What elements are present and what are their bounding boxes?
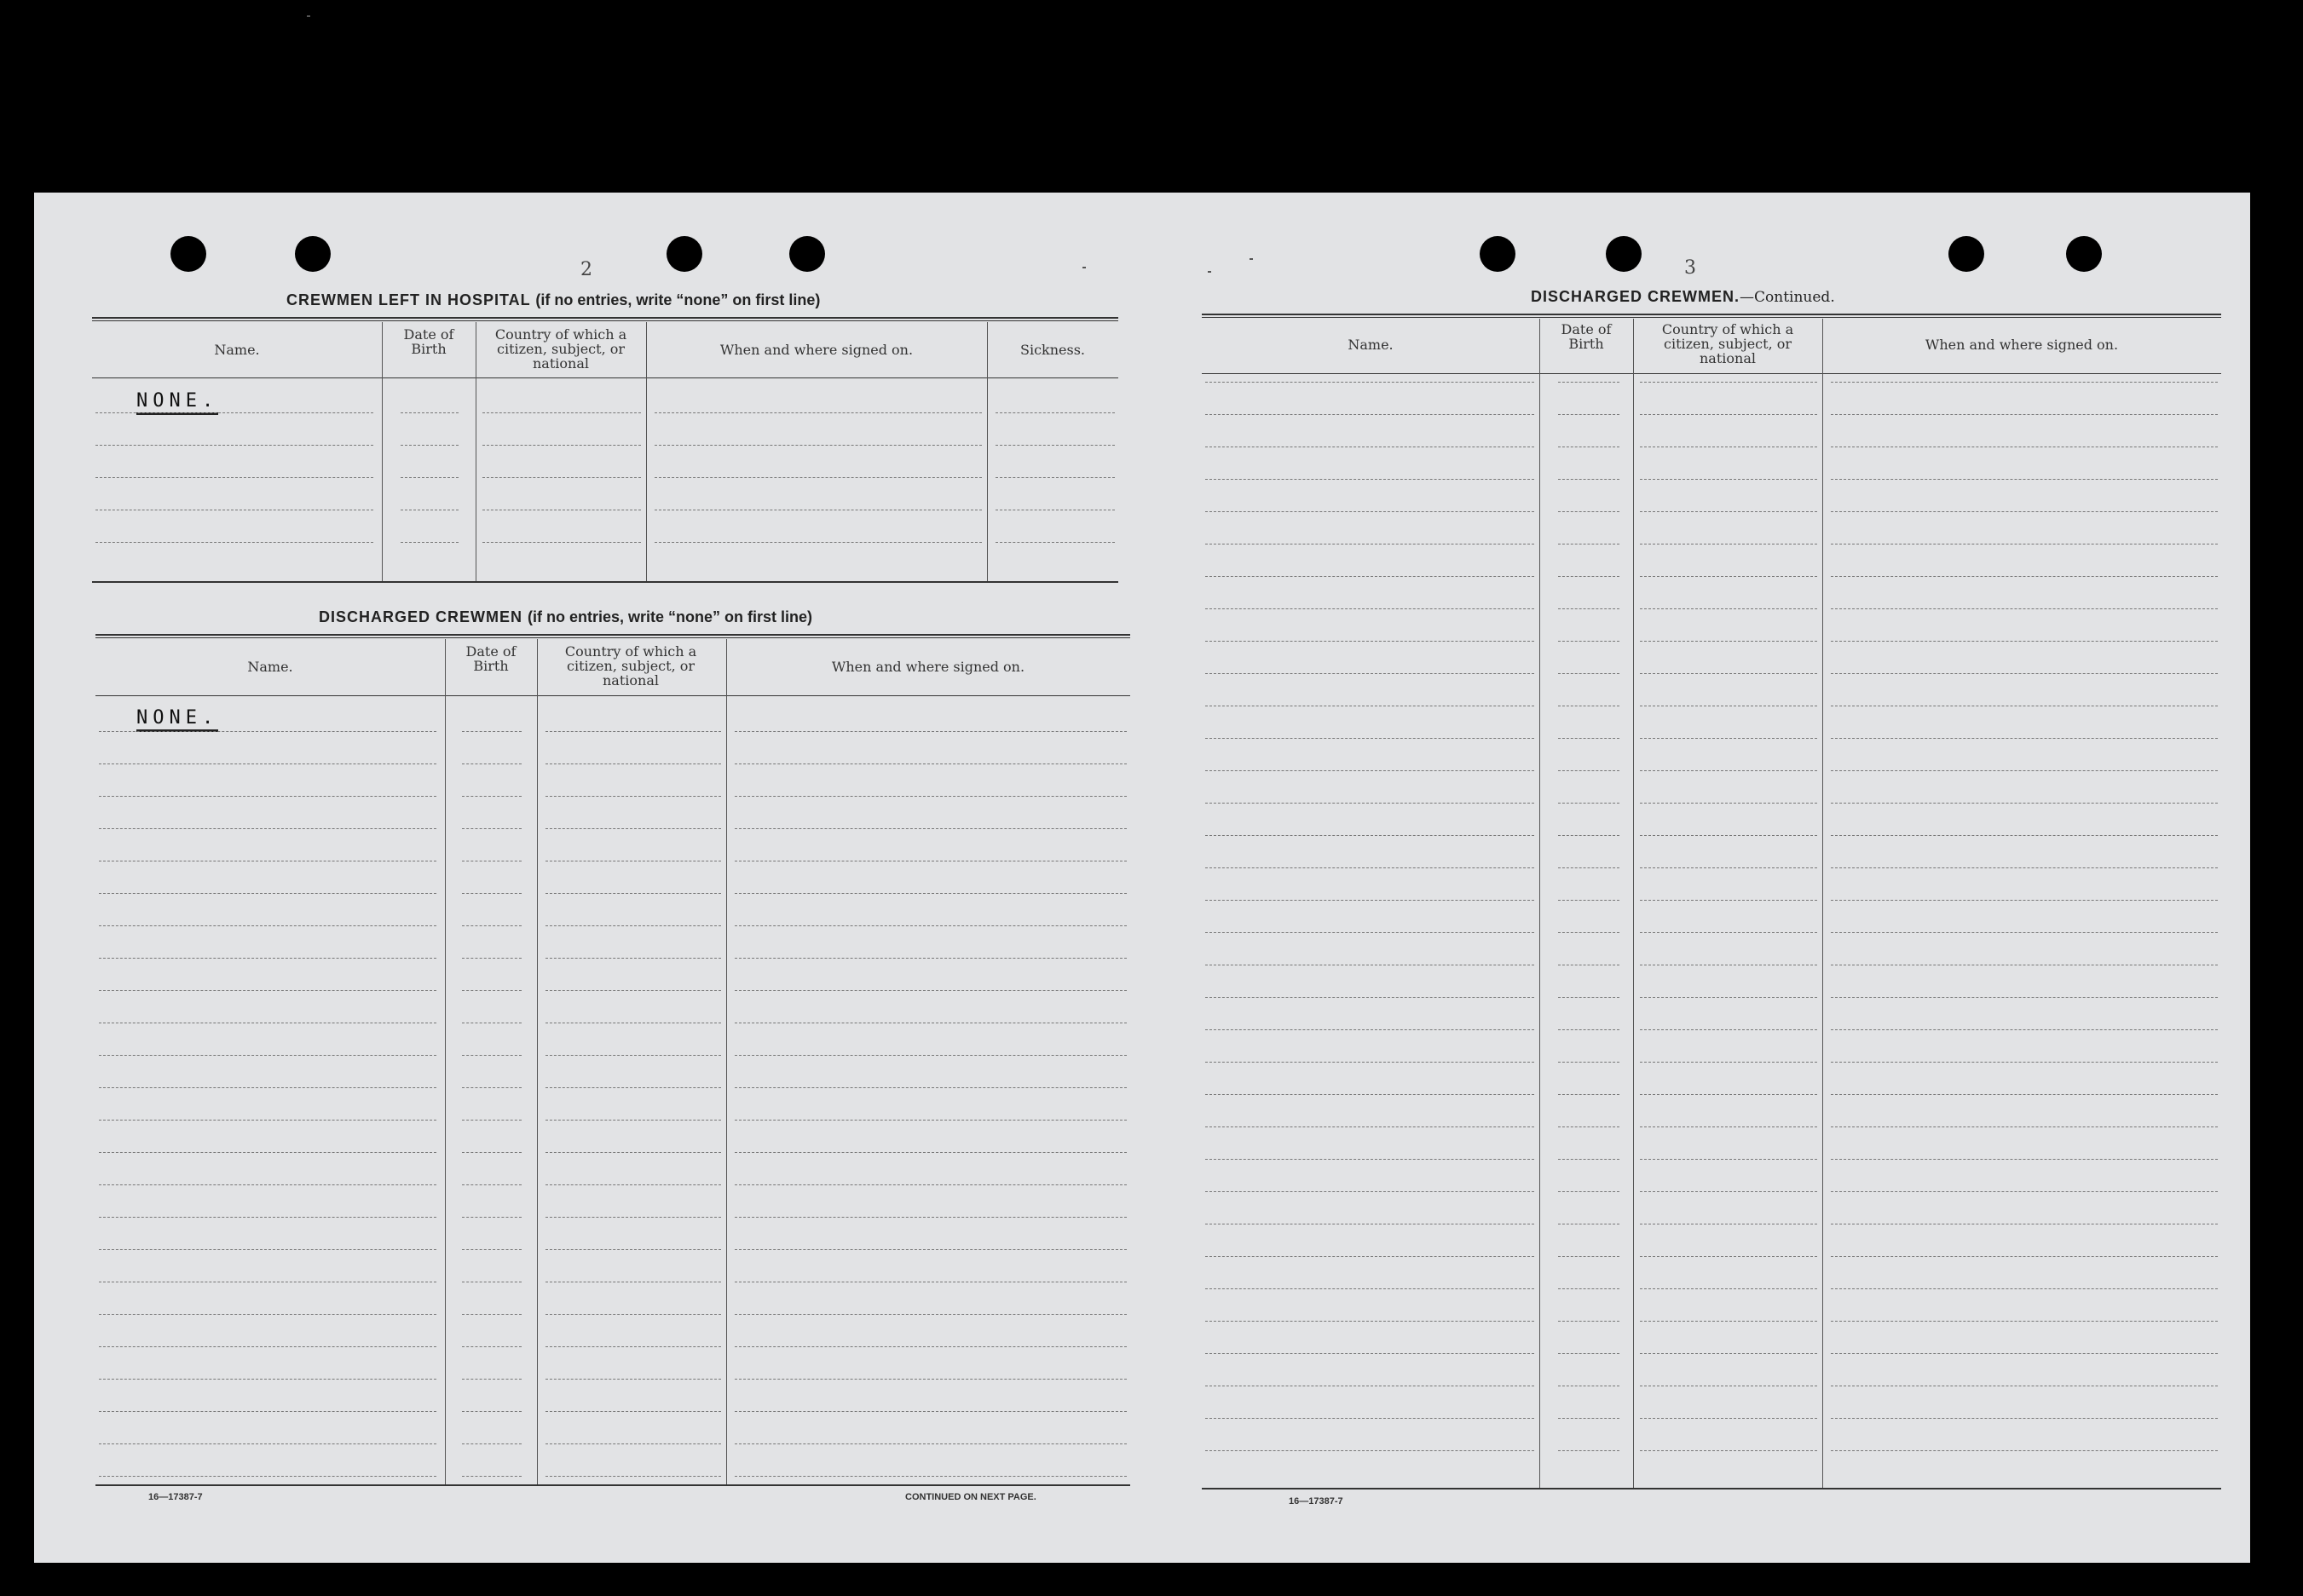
blank-ruled-line — [655, 542, 982, 543]
left-page — [34, 193, 1142, 1563]
blank-ruled-line — [735, 763, 1127, 764]
column-divider — [1539, 319, 1540, 1489]
blank-ruled-line — [99, 1476, 436, 1477]
blank-ruled-line — [1558, 608, 1619, 609]
blank-ruled-line — [1558, 1321, 1619, 1322]
blank-ruled-line — [1831, 1288, 2218, 1289]
blank-ruled-line — [462, 990, 522, 991]
blank-ruled-line — [462, 828, 522, 829]
punch-hole — [170, 236, 206, 272]
blank-ruled-line — [1640, 1288, 1817, 1289]
blank-ruled-line — [1640, 738, 1817, 739]
blank-ruled-line — [462, 1411, 522, 1412]
blank-ruled-line — [401, 542, 459, 543]
blank-ruled-line — [735, 1120, 1127, 1121]
blank-ruled-line — [1205, 835, 1534, 836]
page-number: 2 — [580, 259, 592, 280]
blank-ruled-line — [1831, 1191, 2218, 1192]
blank-ruled-line — [1640, 770, 1817, 771]
blank-ruled-line — [99, 958, 436, 959]
blank-ruled-line — [1205, 1159, 1534, 1160]
blank-ruled-line — [1558, 1450, 1619, 1451]
blank-ruled-line — [545, 1120, 721, 1121]
blank-ruled-line — [99, 731, 436, 732]
blank-ruled-line — [462, 925, 522, 926]
blank-ruled-line — [1640, 835, 1817, 836]
blank-ruled-line — [545, 1476, 721, 1477]
blank-ruled-line — [1831, 1418, 2218, 1419]
blank-ruled-line — [1640, 382, 1817, 383]
first-entry-none: NONE. — [136, 390, 218, 415]
blank-ruled-line — [1640, 1256, 1817, 1257]
page-number: 3 — [1684, 257, 1696, 279]
blank-ruled-line — [996, 542, 1115, 543]
column-divider — [987, 322, 988, 583]
blank-ruled-line — [1640, 511, 1817, 512]
blank-ruled-line — [545, 1346, 721, 1347]
blank-ruled-line — [735, 1217, 1127, 1218]
blank-ruled-line — [1205, 1191, 1534, 1192]
blank-ruled-line — [1831, 1029, 2218, 1030]
blank-ruled-line — [1831, 835, 2218, 836]
blank-ruled-line — [1640, 1353, 1817, 1354]
blank-ruled-line — [735, 1443, 1127, 1444]
blank-ruled-line — [99, 1249, 436, 1250]
continued-note: CONTINUED ON NEXT PAGE. — [905, 1492, 1036, 1502]
blank-ruled-line — [95, 542, 373, 543]
form-number: 16—17387-7 — [1289, 1496, 1343, 1507]
blank-ruled-line — [735, 1346, 1127, 1347]
blank-ruled-line — [99, 1055, 436, 1056]
blank-ruled-line — [1640, 1418, 1817, 1419]
blank-ruled-line — [462, 1249, 522, 1250]
column-divider — [445, 639, 446, 1486]
blank-ruled-line — [1205, 414, 1534, 415]
blank-ruled-line — [545, 1152, 721, 1153]
blank-ruled-line — [1831, 673, 2218, 674]
blank-ruled-line — [99, 1152, 436, 1153]
blank-ruled-line — [655, 445, 982, 446]
col-header-name: Name. — [214, 342, 260, 358]
blank-ruled-line — [735, 958, 1127, 959]
blank-ruled-line — [1558, 900, 1619, 901]
blank-ruled-line — [1831, 803, 2218, 804]
blank-ruled-line — [462, 731, 522, 732]
blank-ruled-line — [1558, 641, 1619, 642]
blank-ruled-line — [462, 1087, 522, 1088]
blank-ruled-line — [545, 1411, 721, 1412]
blank-ruled-line — [1205, 673, 1534, 674]
form-number: 16—17387-7 — [148, 1492, 203, 1502]
blank-ruled-line — [735, 796, 1127, 797]
blank-ruled-line — [1205, 1256, 1534, 1257]
blank-ruled-line — [1831, 382, 2218, 383]
blank-ruled-line — [1558, 770, 1619, 771]
blank-ruled-line — [99, 828, 436, 829]
punch-hole — [295, 236, 331, 272]
blank-ruled-line — [1558, 511, 1619, 512]
blank-ruled-line — [462, 1120, 522, 1121]
col-header-signed-on: When and where signed on. — [1925, 337, 2119, 353]
scan-speck — [307, 15, 310, 17]
punch-hole — [667, 236, 702, 272]
blank-ruled-line — [655, 412, 982, 413]
blank-ruled-line — [1205, 641, 1534, 642]
blank-ruled-line — [1205, 511, 1534, 512]
blank-ruled-line — [1558, 738, 1619, 739]
blank-ruled-line — [545, 1184, 721, 1185]
blank-ruled-line — [1831, 1126, 2218, 1127]
col-header-country: Country of which a citizen, subject, or national — [494, 326, 627, 372]
blank-ruled-line — [545, 1055, 721, 1056]
header-bottom-rule — [95, 695, 1130, 696]
blank-ruled-line — [545, 763, 721, 764]
blank-ruled-line — [735, 828, 1127, 829]
blank-ruled-line — [1831, 479, 2218, 480]
blank-ruled-line — [1558, 382, 1619, 383]
blank-ruled-line — [99, 893, 436, 894]
blank-ruled-line — [1205, 1450, 1534, 1451]
blank-ruled-line — [1640, 1321, 1817, 1322]
blank-ruled-line — [1558, 1062, 1619, 1063]
table-bottom-rule — [1202, 1488, 2221, 1489]
blank-ruled-line — [1640, 803, 1817, 804]
blank-ruled-line — [1640, 576, 1817, 577]
blank-ruled-line — [1640, 1126, 1817, 1127]
blank-ruled-line — [1558, 867, 1619, 868]
blank-ruled-line — [462, 1217, 522, 1218]
blank-ruled-line — [545, 796, 721, 797]
punch-hole — [1948, 236, 1984, 272]
blank-ruled-line — [1558, 835, 1619, 836]
blank-ruled-line — [1205, 382, 1534, 383]
discharged-table — [95, 634, 1130, 1486]
blank-ruled-line — [462, 1055, 522, 1056]
blank-ruled-line — [1831, 900, 2218, 901]
blank-ruled-line — [99, 925, 436, 926]
punch-hole — [789, 236, 825, 272]
discharged-section-title — [319, 608, 812, 626]
blank-ruled-line — [1205, 576, 1534, 577]
blank-ruled-line — [99, 1346, 436, 1347]
punch-hole — [1480, 236, 1515, 272]
blank-ruled-line — [545, 925, 721, 926]
blank-ruled-line — [1640, 1191, 1817, 1192]
blank-ruled-line — [735, 1087, 1127, 1088]
blank-ruled-line — [1831, 511, 2218, 512]
table-top-rule — [95, 634, 1130, 638]
blank-ruled-line — [462, 1476, 522, 1477]
blank-ruled-line — [462, 958, 522, 959]
blank-ruled-line — [1640, 1159, 1817, 1160]
col-header-country: Country of which a citizen, subject, or national — [1661, 321, 1794, 366]
first-entry-none: NONE. — [136, 707, 218, 732]
blank-ruled-line — [1558, 932, 1619, 933]
blank-ruled-line — [1205, 608, 1534, 609]
blank-ruled-line — [1831, 1450, 2218, 1451]
blank-ruled-line — [735, 893, 1127, 894]
blank-ruled-line — [99, 763, 436, 764]
blank-ruled-line — [462, 893, 522, 894]
blank-ruled-line — [1558, 1353, 1619, 1354]
blank-ruled-line — [1205, 1353, 1534, 1354]
blank-ruled-line — [482, 412, 641, 413]
blank-ruled-line — [462, 1346, 522, 1347]
blank-ruled-line — [1831, 1321, 2218, 1322]
blank-ruled-line — [1558, 673, 1619, 674]
blank-ruled-line — [735, 1411, 1127, 1412]
column-divider — [1822, 319, 1823, 1489]
blank-ruled-line — [1831, 1094, 2218, 1095]
table-bottom-rule — [95, 1484, 1130, 1486]
blank-ruled-line — [462, 1314, 522, 1315]
scan-speck — [1082, 267, 1086, 268]
blank-ruled-line — [1558, 1029, 1619, 1030]
blank-ruled-line — [1205, 1126, 1534, 1127]
blank-ruled-line — [1558, 479, 1619, 480]
col-header-name: Name. — [247, 659, 293, 675]
blank-ruled-line — [1831, 867, 2218, 868]
blank-ruled-line — [462, 1152, 522, 1153]
blank-ruled-line — [735, 925, 1127, 926]
scan-speck — [1208, 271, 1211, 273]
blank-ruled-line — [482, 477, 641, 478]
blank-ruled-line — [401, 412, 459, 413]
blank-ruled-line — [95, 412, 373, 413]
blank-ruled-line — [99, 1087, 436, 1088]
right-page — [1202, 193, 2250, 1563]
blank-ruled-line — [545, 731, 721, 732]
blank-ruled-line — [99, 1411, 436, 1412]
blank-ruled-line — [545, 958, 721, 959]
blank-ruled-line — [1558, 1159, 1619, 1160]
blank-ruled-line — [1205, 803, 1534, 804]
blank-ruled-line — [1205, 867, 1534, 868]
blank-ruled-line — [1831, 1353, 2218, 1354]
col-header-name: Name. — [1348, 337, 1394, 353]
continued-suffix: —Continued. — [1740, 289, 1835, 306]
blank-ruled-line — [1558, 1126, 1619, 1127]
blank-ruled-line — [1558, 1418, 1619, 1419]
blank-ruled-line — [545, 1379, 721, 1380]
blank-ruled-line — [545, 828, 721, 829]
blank-ruled-line — [996, 445, 1115, 446]
blank-ruled-line — [545, 1314, 721, 1315]
col-header-country: Country of which a citizen, subject, or national — [564, 643, 697, 689]
blank-ruled-line — [1640, 1062, 1817, 1063]
blank-ruled-line — [1205, 479, 1534, 480]
blank-ruled-line — [735, 1184, 1127, 1185]
blank-ruled-line — [482, 542, 641, 543]
column-divider — [1633, 319, 1634, 1489]
blank-ruled-line — [1558, 414, 1619, 415]
table-top-rule — [1202, 314, 2221, 318]
blank-ruled-line — [1205, 1321, 1534, 1322]
blank-ruled-line — [1558, 576, 1619, 577]
blank-ruled-line — [1640, 867, 1817, 868]
blank-ruled-line — [462, 763, 522, 764]
blank-ruled-line — [1205, 932, 1534, 933]
discharged-continued-table — [1202, 314, 2221, 1489]
hospital-title-text: CREWMEN LEFT IN HOSPITAL — [286, 291, 531, 308]
header-bottom-rule — [92, 377, 1118, 378]
blank-ruled-line — [735, 1476, 1127, 1477]
blank-ruled-line — [1831, 1256, 2218, 1257]
blank-ruled-line — [1558, 997, 1619, 998]
blank-ruled-line — [1205, 1418, 1534, 1419]
col-header-signed-on: When and where signed on. — [831, 659, 1025, 675]
blank-ruled-line — [462, 1443, 522, 1444]
form-sheet — [34, 193, 2250, 1563]
blank-ruled-line — [1205, 1094, 1534, 1095]
blank-ruled-line — [1831, 1159, 2218, 1160]
blank-ruled-line — [95, 477, 373, 478]
blank-ruled-line — [99, 1217, 436, 1218]
blank-ruled-line — [545, 1087, 721, 1088]
col-header-date-of-birth: Date of Birth — [1561, 321, 1612, 352]
blank-ruled-line — [545, 1217, 721, 1218]
blank-ruled-line — [1831, 997, 2218, 998]
blank-ruled-line — [462, 1184, 522, 1185]
blank-ruled-line — [1831, 608, 2218, 609]
blank-ruled-line — [1831, 932, 2218, 933]
hospital-section-title — [286, 291, 820, 309]
blank-ruled-line — [95, 445, 373, 446]
col-header-sickness: Sickness. — [1019, 342, 1085, 358]
blank-ruled-line — [1640, 1450, 1817, 1451]
blank-ruled-line — [1205, 997, 1534, 998]
blank-ruled-line — [462, 1379, 522, 1380]
blank-ruled-line — [655, 477, 982, 478]
table-bottom-rule — [92, 581, 1118, 583]
blank-ruled-line — [545, 893, 721, 894]
blank-ruled-line — [99, 1443, 436, 1444]
blank-ruled-line — [1205, 900, 1534, 901]
blank-ruled-line — [1640, 641, 1817, 642]
blank-ruled-line — [1831, 1062, 2218, 1063]
scan-speck — [1250, 258, 1253, 260]
blank-ruled-line — [1640, 673, 1817, 674]
column-divider — [646, 322, 647, 583]
blank-ruled-line — [1831, 414, 2218, 415]
blank-ruled-line — [1205, 1062, 1534, 1063]
col-header-signed-on: When and where signed on. — [719, 342, 914, 358]
blank-ruled-line — [735, 1152, 1127, 1153]
header-bottom-rule — [1202, 373, 2221, 374]
hospital-title-note: (if no entries, write “none” on first line) — [535, 291, 821, 308]
blank-ruled-line — [401, 477, 459, 478]
blank-ruled-line — [1558, 1191, 1619, 1192]
blank-ruled-line — [99, 796, 436, 797]
blank-ruled-line — [99, 1120, 436, 1121]
blank-ruled-line — [735, 1314, 1127, 1315]
blank-ruled-line — [1640, 1029, 1817, 1030]
column-divider — [726, 639, 727, 1486]
discharged-title-text: DISCHARGED CREWMEN — [319, 608, 523, 625]
blank-ruled-line — [482, 445, 641, 446]
blank-ruled-line — [1831, 770, 2218, 771]
blank-ruled-line — [1205, 1288, 1534, 1289]
blank-ruled-line — [735, 1249, 1127, 1250]
hospital-table — [92, 317, 1118, 583]
blank-ruled-line — [1558, 1256, 1619, 1257]
blank-ruled-line — [1205, 738, 1534, 739]
discharged-title-note: (if no entries, write “none” on first line) — [528, 608, 813, 625]
blank-ruled-line — [996, 477, 1115, 478]
blank-ruled-line — [1558, 1288, 1619, 1289]
blank-ruled-line — [1640, 997, 1817, 998]
blank-ruled-line — [1558, 1094, 1619, 1095]
table-top-rule — [92, 317, 1118, 321]
blank-ruled-line — [545, 1443, 721, 1444]
blank-ruled-line — [1640, 900, 1817, 901]
blank-ruled-line — [996, 412, 1115, 413]
col-header-date-of-birth: Date of Birth — [403, 326, 454, 357]
blank-ruled-line — [735, 1379, 1127, 1380]
blank-ruled-line — [1640, 414, 1817, 415]
discharged-continued-title — [1531, 288, 1835, 306]
punch-hole — [1606, 236, 1642, 272]
discharged-continued-title-text: DISCHARGED CREWMEN. — [1531, 288, 1740, 305]
blank-ruled-line — [1640, 479, 1817, 480]
col-header-date-of-birth: Date of Birth — [465, 643, 517, 674]
column-divider — [382, 322, 383, 583]
blank-ruled-line — [99, 1184, 436, 1185]
blank-ruled-line — [1831, 738, 2218, 739]
blank-ruled-line — [401, 445, 459, 446]
blank-ruled-line — [735, 990, 1127, 991]
blank-ruled-line — [1205, 1029, 1534, 1030]
blank-ruled-line — [1558, 803, 1619, 804]
blank-ruled-line — [735, 1055, 1127, 1056]
punch-hole — [2066, 236, 2102, 272]
blank-ruled-line — [1640, 932, 1817, 933]
blank-ruled-line — [735, 731, 1127, 732]
blank-ruled-line — [1831, 641, 2218, 642]
blank-ruled-line — [1640, 608, 1817, 609]
blank-ruled-line — [1831, 576, 2218, 577]
blank-ruled-line — [545, 990, 721, 991]
blank-ruled-line — [1205, 770, 1534, 771]
blank-ruled-line — [99, 1379, 436, 1380]
blank-ruled-line — [99, 1314, 436, 1315]
blank-ruled-line — [545, 1249, 721, 1250]
blank-ruled-line — [1640, 1094, 1817, 1095]
column-divider — [537, 639, 538, 1486]
blank-ruled-line — [462, 796, 522, 797]
blank-ruled-line — [99, 990, 436, 991]
